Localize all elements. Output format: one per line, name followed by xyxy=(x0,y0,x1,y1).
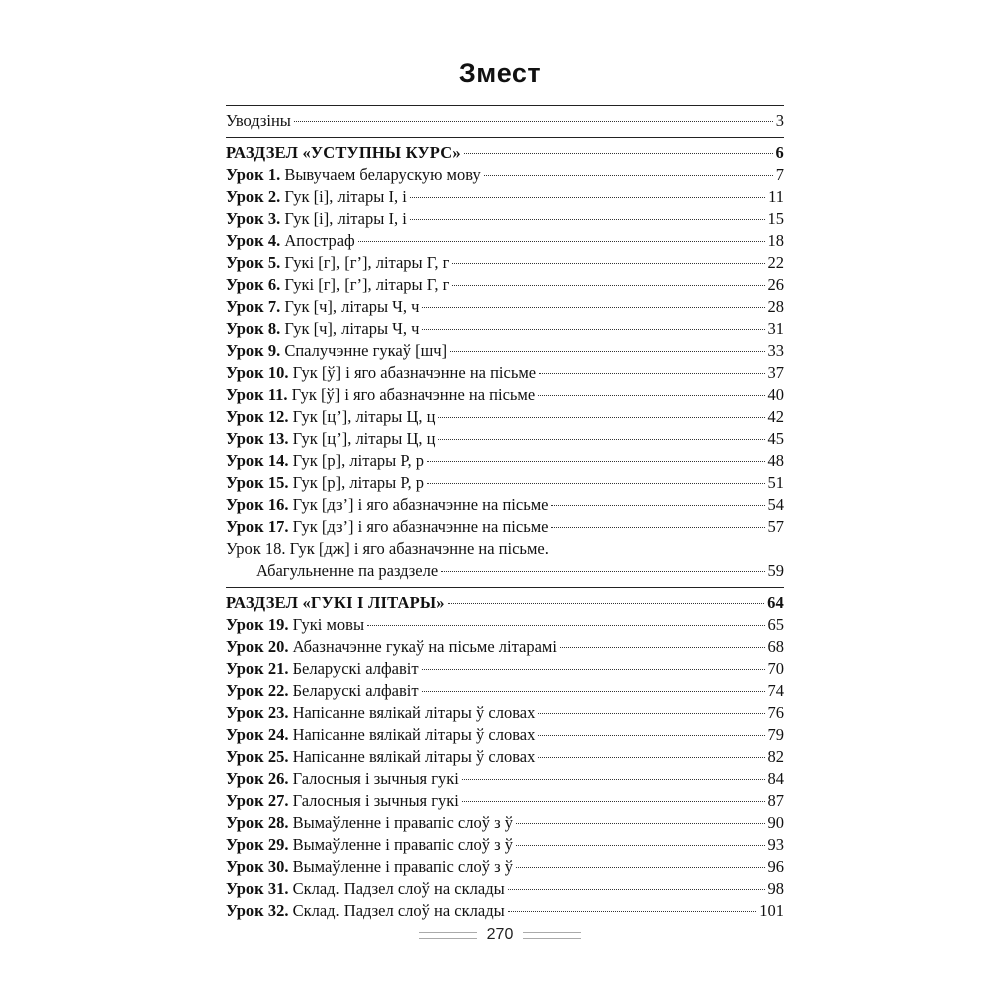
toc-entry-lesson[interactable] xyxy=(226,746,784,768)
lesson-title: Напісанне вялікай літары ў словах xyxy=(288,747,536,766)
entry-label xyxy=(226,208,407,230)
sections xyxy=(226,142,784,922)
entry-page: 37 xyxy=(767,363,784,382)
dot-leader xyxy=(538,395,764,396)
lesson-number: Урок 24. xyxy=(226,725,289,744)
entry-label xyxy=(226,658,419,680)
toc-entry-lesson[interactable] xyxy=(226,208,784,230)
lesson-number: Урок 28. xyxy=(226,813,289,832)
lesson-number: Урок 3. xyxy=(226,209,281,228)
entry-page: 57 xyxy=(767,517,784,536)
lesson-number: Урок 27. xyxy=(226,791,289,810)
lesson-title: Гук [ч], літары Ч, ч xyxy=(280,319,420,338)
lesson-title: Склад. Падзел слоў на склады xyxy=(288,901,505,920)
entry-page: 93 xyxy=(767,835,784,854)
toc-entry-lesson[interactable] xyxy=(226,516,784,538)
lesson-title: Гукі мовы xyxy=(288,615,365,634)
entry-label xyxy=(226,450,424,472)
entry-label xyxy=(226,724,535,746)
entry-page: 70 xyxy=(767,659,784,678)
lesson-title: Апостраф xyxy=(280,231,355,250)
lesson-number: Урок 8. xyxy=(226,319,281,338)
toc-entry-intro[interactable] xyxy=(226,110,784,132)
entry-label xyxy=(226,878,505,900)
entry-label xyxy=(226,384,535,406)
dot-leader xyxy=(294,121,773,122)
dot-leader xyxy=(551,527,764,528)
entry-label: Уводзіны xyxy=(226,111,291,130)
dot-leader xyxy=(516,845,765,846)
lesson-title: Гук [дж] і яго абазначэнне на пісьме. xyxy=(285,539,549,558)
dot-leader xyxy=(508,911,757,912)
entry-first-line xyxy=(226,538,784,560)
lesson-number: Урок 18. xyxy=(226,539,286,558)
entry-page: 42 xyxy=(767,407,784,426)
lesson-number: Урок 10. xyxy=(226,363,289,382)
section-heading-entry[interactable] xyxy=(226,592,784,614)
lesson-number: Урок 11. xyxy=(226,385,288,404)
divider xyxy=(226,137,784,138)
entry-label xyxy=(226,164,481,186)
dot-leader xyxy=(438,417,764,418)
entry-label xyxy=(226,296,419,318)
lesson-number: Урок 21. xyxy=(226,659,289,678)
toc-entry-lesson[interactable] xyxy=(226,450,784,472)
lesson-title: Вывучаем беларускую мову xyxy=(280,165,481,184)
entry-page: 48 xyxy=(767,451,784,470)
entry-page: 76 xyxy=(767,703,784,722)
lesson-title: Гук [і], літары І, і xyxy=(280,187,407,206)
entry-page: 22 xyxy=(767,253,784,272)
lesson-number: Урок 14. xyxy=(226,451,289,470)
lesson-title: Вымаўленне і правапіс слоў з ў xyxy=(288,857,513,876)
toc-entry-lesson[interactable] xyxy=(226,702,784,724)
lesson-title: Спалучэнне гукаў [шч] xyxy=(280,341,448,360)
lesson-number: Урок 6. xyxy=(226,275,281,294)
dot-leader xyxy=(464,153,773,154)
toc-entry-lesson[interactable] xyxy=(226,680,784,702)
lesson-title: Вымаўленне і правапіс слоў з ў xyxy=(288,813,513,832)
entry-page: 98 xyxy=(767,879,784,898)
lesson-number: Урок 16. xyxy=(226,495,289,514)
toc-entry-lesson[interactable] xyxy=(226,636,784,658)
divider xyxy=(226,105,784,106)
toc-entry-lesson[interactable] xyxy=(226,494,784,516)
entry-label xyxy=(226,318,419,340)
dot-leader xyxy=(484,175,773,176)
lesson-title: Гук [дз’] і яго абазначэнне на пісьме xyxy=(288,517,549,536)
dot-leader xyxy=(438,439,764,440)
entry-label xyxy=(226,702,535,724)
toc-entry-lesson[interactable] xyxy=(226,318,784,340)
footer-ornament-left xyxy=(419,932,477,939)
entry-label xyxy=(226,636,557,658)
entry-label xyxy=(226,746,535,768)
entry-page: 26 xyxy=(767,275,784,294)
lesson-number: Урок 22. xyxy=(226,681,289,700)
toc-entry-lesson[interactable] xyxy=(226,340,784,362)
entry-label xyxy=(226,856,513,878)
entry-page: 68 xyxy=(767,637,784,656)
lesson-title: Гукі [г], [г’], літары Г, г xyxy=(280,253,450,272)
entry-page: 15 xyxy=(767,209,784,228)
toc-entry-lesson[interactable] xyxy=(226,296,784,318)
dot-leader xyxy=(452,285,764,286)
toc-entry-lesson[interactable] xyxy=(226,614,784,636)
entry-page: 18 xyxy=(767,231,784,250)
toc-entry-lesson[interactable] xyxy=(226,472,784,494)
entry-label xyxy=(226,406,435,428)
toc-entry-lesson[interactable] xyxy=(226,186,784,208)
lesson-title: Гукі [г], [г’], літары Г, г xyxy=(280,275,450,294)
dot-leader xyxy=(538,735,764,736)
lesson-number: Урок 5. xyxy=(226,253,281,272)
entry-label xyxy=(226,834,513,856)
lesson-title: Галосныя і зычныя гукі xyxy=(288,791,459,810)
page-number: 270 xyxy=(486,926,514,943)
toc-entry-lesson[interactable] xyxy=(226,274,784,296)
lesson-title: Беларускі алфавіт xyxy=(288,681,419,700)
lesson-title: Гук [ў] і яго абазначэнне на пісьме xyxy=(288,363,537,382)
dot-leader xyxy=(410,197,765,198)
page-footer xyxy=(0,926,1000,944)
entry-label xyxy=(226,900,505,922)
lesson-number: Урок 4. xyxy=(226,231,281,250)
entry-label xyxy=(226,274,449,296)
entry-label xyxy=(226,790,459,812)
toc-entry-lesson[interactable] xyxy=(226,406,784,428)
lesson-number: Урок 15. xyxy=(226,473,289,492)
dot-leader xyxy=(560,647,765,648)
dot-leader xyxy=(367,625,764,626)
entry-label xyxy=(226,680,419,702)
toc-entry-lesson[interactable] xyxy=(226,724,784,746)
lesson-number: Урок 1. xyxy=(226,165,281,184)
dot-leader xyxy=(450,351,764,352)
lesson-number: Урок 13. xyxy=(226,429,289,448)
lesson-number: Урок 19. xyxy=(226,615,289,634)
dot-leader xyxy=(422,669,765,670)
entry-page: 64 xyxy=(767,593,784,612)
entry-page: 101 xyxy=(759,901,784,920)
lesson-number: Урок 9. xyxy=(226,341,281,360)
dot-leader xyxy=(422,691,765,692)
dot-leader xyxy=(422,329,764,330)
entry-label xyxy=(226,768,459,790)
toc-entry-lesson[interactable] xyxy=(226,362,784,384)
lesson-number: Урок 7. xyxy=(226,297,281,316)
divider xyxy=(226,587,784,588)
dot-leader xyxy=(462,779,765,780)
lesson-number: Урок 29. xyxy=(226,835,289,854)
entry-page: 45 xyxy=(767,429,784,448)
lesson-title: Напісанне вялікай літары ў словах xyxy=(288,725,536,744)
section-heading: РАЗДЗЕЛ «УСТУПНЫ КУРС» xyxy=(226,143,461,162)
toc-entry-lesson[interactable] xyxy=(226,834,784,856)
toc-entry-lesson[interactable] xyxy=(226,900,784,922)
lesson-title: Гук [ц’], літары Ц, ц xyxy=(288,407,436,426)
lesson-title: Абазначэнне гукаў на пісьме літарамі xyxy=(288,637,557,656)
lesson-number: Урок 30. xyxy=(226,857,289,876)
dot-leader xyxy=(422,307,764,308)
entry-page: 79 xyxy=(767,725,784,744)
lesson-title: Вымаўленне і правапіс слоў з ў xyxy=(288,835,513,854)
section-heading-entry[interactable] xyxy=(226,142,784,164)
lesson-number: Урок 32. xyxy=(226,901,289,920)
lesson-title: Галосныя і зычныя гукі xyxy=(288,769,459,788)
lesson-number: Урок 17. xyxy=(226,517,289,536)
entry-label xyxy=(226,428,435,450)
toc-entry-lesson[interactable] xyxy=(226,230,784,252)
dot-leader xyxy=(516,867,765,868)
entry-page: 87 xyxy=(767,791,784,810)
dot-leader xyxy=(441,571,764,572)
entry-second-line xyxy=(226,560,784,582)
lesson-number: Урок 26. xyxy=(226,769,289,788)
lesson-title: Гук [і], літары І, і xyxy=(280,209,407,228)
table-of-contents xyxy=(226,102,784,922)
entry-page: 65 xyxy=(767,615,784,634)
entry-label xyxy=(226,494,548,516)
toc-entry-lesson-multiline[interactable] xyxy=(226,538,784,582)
entry-page: 6 xyxy=(775,143,784,162)
toc-entry-lesson[interactable] xyxy=(226,428,784,450)
dot-leader xyxy=(551,505,764,506)
lesson-title: Гук [р], літары Р, р xyxy=(288,473,424,492)
entry-label xyxy=(226,340,447,362)
entry-page: 7 xyxy=(775,165,784,184)
toc-entry-lesson[interactable] xyxy=(226,812,784,834)
entry-label xyxy=(226,516,548,538)
dot-leader xyxy=(427,483,765,484)
entry-label xyxy=(226,472,424,494)
entry-page: 54 xyxy=(767,495,784,514)
entry-label xyxy=(226,252,449,274)
entry-label xyxy=(226,614,364,636)
lesson-title: Гук [ў] і яго абазначэнне на пісьме xyxy=(287,385,536,404)
entry-page: 51 xyxy=(767,473,784,492)
entry-label xyxy=(226,812,513,834)
toc-entry-lesson[interactable] xyxy=(226,878,784,900)
entry-page: 96 xyxy=(767,857,784,876)
lesson-number: Урок 2. xyxy=(226,187,281,206)
entry-label xyxy=(226,230,355,252)
dot-leader xyxy=(516,823,765,824)
entry-label xyxy=(226,362,536,384)
lesson-title: Гук [ч], літары Ч, ч xyxy=(280,297,420,316)
entry-page: 74 xyxy=(767,681,784,700)
lesson-title: Склад. Падзел слоў на склады xyxy=(288,879,505,898)
lesson-number: Урок 12. xyxy=(226,407,289,426)
lesson-number: Урок 25. xyxy=(226,747,289,766)
entry-page: 31 xyxy=(767,319,784,338)
footer-ornament-right xyxy=(523,932,581,939)
dot-leader xyxy=(452,263,764,264)
entry-page: 11 xyxy=(768,187,784,206)
lesson-title: Гук [ц’], літары Ц, ц xyxy=(288,429,436,448)
entry-page: 82 xyxy=(767,747,784,766)
lesson-title: Гук [р], літары Р, р xyxy=(288,451,424,470)
toc-entry-lesson[interactable] xyxy=(226,384,784,406)
lesson-number: Урок 31. xyxy=(226,879,289,898)
lesson-number: Урок 20. xyxy=(226,637,289,656)
entry-page: 28 xyxy=(767,297,784,316)
dot-leader xyxy=(462,801,765,802)
lesson-title: Гук [дз’] і яго абазначэнне на пісьме xyxy=(288,495,549,514)
dot-leader xyxy=(448,603,764,604)
toc-entry-lesson[interactable] xyxy=(226,164,784,186)
entry-page: 33 xyxy=(767,341,784,360)
dot-leader xyxy=(410,219,765,220)
lesson-number: Урок 23. xyxy=(226,703,289,722)
dot-leader xyxy=(538,757,764,758)
section-heading: РАЗДЗЕЛ «ГУКІ І ЛІТАРЫ» xyxy=(226,593,445,612)
dot-leader xyxy=(427,461,765,462)
dot-leader xyxy=(358,241,765,242)
dot-leader xyxy=(539,373,764,374)
lesson-title: Напісанне вялікай літары ў словах xyxy=(288,703,536,722)
toc-entry-lesson[interactable] xyxy=(226,658,784,680)
entry-page: 84 xyxy=(767,769,784,788)
entry-page: 59 xyxy=(767,561,784,580)
toc-entry-lesson[interactable] xyxy=(226,252,784,274)
entry-page: 90 xyxy=(767,813,784,832)
toc-entry-lesson[interactable] xyxy=(226,790,784,812)
dot-leader xyxy=(508,889,765,890)
page-title: Змест xyxy=(458,58,542,88)
lesson-title-continued: Абагульненне па раздзеле xyxy=(256,561,439,580)
entry-page: 3 xyxy=(775,111,784,130)
entry-label xyxy=(226,186,407,208)
lesson-title: Беларускі алфавіт xyxy=(288,659,419,678)
entry-page: 40 xyxy=(767,385,784,404)
toc-entry-lesson[interactable] xyxy=(226,856,784,878)
toc-entry-lesson[interactable] xyxy=(226,768,784,790)
dot-leader xyxy=(538,713,764,714)
